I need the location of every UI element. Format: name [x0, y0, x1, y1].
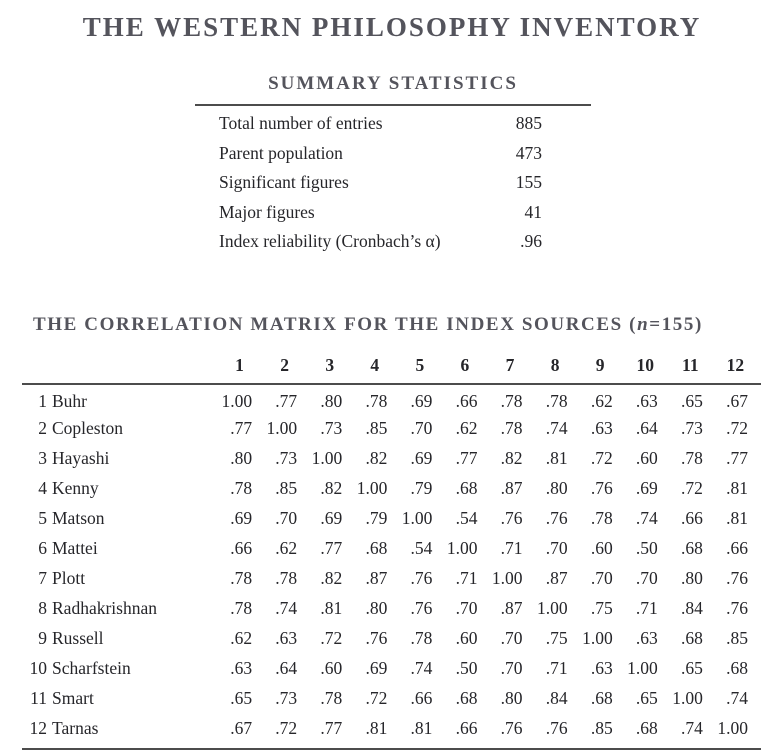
matrix-row	[22, 444, 761, 474]
matrix-cell: .87	[500, 478, 523, 498]
matrix-cell: 1.00	[356, 478, 388, 498]
matrix-row-number: 11	[30, 688, 47, 708]
matrix-row-label	[22, 564, 220, 594]
summary-row	[195, 113, 591, 143]
matrix-heading-text: THE CORRELATION MATRIX FOR THE INDEX SOURCES	[33, 313, 623, 335]
matrix-column-header: 1	[235, 354, 244, 375]
matrix-cell: 1.00	[446, 538, 478, 558]
matrix-cell: .63	[275, 628, 298, 648]
matrix-cell: .70	[590, 568, 613, 588]
matrix-cell: .60	[590, 538, 613, 558]
matrix-row-name: Matson	[52, 508, 105, 528]
matrix-cell: .62	[590, 390, 613, 411]
matrix-cell: .87	[545, 568, 568, 588]
matrix-cell: .71	[545, 658, 568, 678]
matrix-cell: .66	[230, 538, 253, 558]
matrix-cell: .81	[545, 448, 568, 468]
matrix-cell: .84	[680, 598, 703, 618]
matrix-cell: .65	[680, 390, 703, 411]
matrix-row-number: 1	[38, 390, 47, 411]
matrix-cell: .74	[726, 688, 748, 708]
matrix-cell: 1.00	[311, 448, 343, 468]
matrix-cell: .81	[726, 508, 748, 528]
matrix-cell: .68	[635, 718, 658, 738]
matrix-cell: .76	[410, 598, 433, 618]
matrix-cell: 1.00	[672, 688, 703, 708]
matrix-body	[22, 384, 761, 744]
matrix-row	[22, 654, 761, 684]
matrix-cell: .78	[545, 390, 568, 411]
matrix-cell: .68	[455, 688, 478, 708]
matrix-row-name: Tarnas	[52, 718, 99, 738]
matrix-cell: .72	[320, 628, 343, 648]
matrix-cell: .76	[590, 478, 613, 498]
matrix-row-label	[22, 594, 220, 624]
matrix-cell: .74	[680, 718, 703, 738]
summary-rows	[195, 106, 591, 261]
matrix-cell: 1.00	[266, 418, 298, 438]
matrix-cell: .85	[365, 418, 388, 438]
matrix-cell: .78	[680, 448, 703, 468]
correlation-matrix-heading	[33, 314, 784, 336]
matrix-cell: .73	[680, 418, 703, 438]
matrix-cell: .50	[455, 658, 478, 678]
matrix-cell: .78	[590, 508, 613, 528]
matrix-cell: .71	[500, 538, 523, 558]
summary-row-label: Index reliability (Cronbach’s α)	[219, 231, 441, 251]
matrix-cell: .54	[410, 538, 433, 558]
matrix-cell: .74	[410, 658, 433, 678]
matrix-cell: .72	[590, 448, 613, 468]
matrix-cell: .76	[726, 598, 748, 618]
summary-row-label: Major figures	[219, 201, 315, 222]
matrix-cell: .62	[230, 628, 253, 648]
matrix-cell: .74	[635, 508, 658, 528]
matrix-column-header: 9	[595, 354, 605, 375]
matrix-cell: .70	[410, 418, 433, 438]
matrix-cell: .70	[500, 658, 523, 678]
matrix-cell: .81	[365, 718, 388, 738]
matrix-cell: .80	[230, 448, 253, 468]
matrix-row-label	[22, 384, 220, 414]
matrix-cell: .65	[230, 688, 253, 708]
matrix-cell: .80	[320, 390, 343, 411]
matrix-cell: .69	[410, 390, 433, 411]
matrix-row-name: Copleston	[52, 418, 123, 438]
matrix-row-number: 8	[38, 598, 47, 618]
matrix-row-number: 4	[38, 478, 47, 498]
matrix-cell: .72	[275, 718, 298, 738]
matrix-cell: .60	[635, 448, 658, 468]
matrix-cell: .50	[635, 538, 658, 558]
matrix-row-label	[22, 624, 220, 654]
matrix-cell: .70	[635, 568, 658, 588]
matrix-row-name: Mattei	[52, 538, 98, 558]
matrix-corner-cell	[22, 355, 220, 384]
matrix-cell: .69	[320, 508, 343, 528]
matrix-cell: .78	[410, 628, 433, 648]
matrix-cell: 1.00	[582, 628, 613, 648]
matrix-cell: .78	[365, 390, 388, 411]
matrix-cell: .76	[410, 568, 433, 588]
matrix-row-label	[22, 534, 220, 564]
matrix-cell: .80	[365, 598, 388, 618]
matrix-cell: .87	[365, 568, 388, 588]
matrix-row	[22, 474, 761, 504]
matrix-cell: .69	[635, 478, 658, 498]
matrix-cell: .73	[275, 688, 298, 708]
matrix-cell: .66	[726, 538, 748, 558]
matrix-heading-n-symbol: n	[637, 313, 650, 335]
matrix-cell: .77	[320, 718, 343, 738]
summary-row-value: 41	[524, 201, 542, 222]
matrix-cell: .69	[410, 448, 433, 468]
matrix-cell: .78	[500, 418, 523, 438]
matrix-cell: .80	[500, 688, 523, 708]
matrix-column-header: 5	[415, 354, 425, 375]
matrix-cell: .68	[680, 538, 703, 558]
matrix-row	[22, 564, 761, 594]
matrix-row-number: 3	[38, 448, 47, 468]
matrix-row-name: Buhr	[52, 390, 87, 411]
matrix-cell: .75	[545, 628, 568, 648]
matrix-row-number: 2	[38, 418, 47, 438]
matrix-cell: .76	[365, 628, 388, 648]
matrix-cell: .73	[275, 448, 298, 468]
matrix-cell: .87	[500, 598, 523, 618]
matrix-cell: .78	[500, 390, 523, 411]
matrix-cell: .68	[726, 658, 748, 678]
matrix-row-label	[22, 474, 220, 504]
matrix-cell: .72	[726, 418, 748, 438]
matrix-row-name: Scharfstein	[52, 658, 131, 678]
matrix-column-header: 4	[370, 354, 380, 375]
matrix-row	[22, 684, 761, 714]
matrix-row-number: 5	[38, 508, 47, 528]
matrix-column-header: 3	[325, 354, 335, 375]
matrix-row-label	[22, 714, 220, 744]
matrix-cell: 1.00	[221, 390, 253, 411]
summary-statistics-heading: SUMMARY STATISTICS	[195, 73, 591, 106]
matrix-cell: .84	[545, 688, 568, 708]
matrix-cell: .81	[320, 598, 343, 618]
matrix-cell: .76	[726, 568, 748, 588]
matrix-cell: .82	[320, 568, 343, 588]
summary-row-value: .96	[520, 231, 542, 251]
matrix-row-number: 6	[38, 538, 47, 558]
matrix-cell: .71	[635, 598, 658, 618]
matrix-cell: .81	[726, 478, 748, 498]
matrix-cell: .77	[230, 418, 253, 438]
summary-row-label: Significant figures	[219, 172, 349, 192]
matrix-cell: .69	[230, 508, 253, 528]
matrix-row-name: Plott	[52, 568, 86, 588]
matrix-row	[22, 534, 761, 564]
matrix-row	[22, 714, 761, 744]
matrix-row-label	[22, 414, 220, 444]
matrix-cell: .76	[500, 508, 523, 528]
matrix-cell: .80	[545, 478, 568, 498]
matrix-column-header: 2	[280, 354, 289, 375]
matrix-row	[22, 414, 761, 444]
matrix-cell: .62	[455, 418, 478, 438]
matrix-cell: .76	[545, 508, 568, 528]
matrix-cell: .85	[275, 478, 298, 498]
matrix-cell: .82	[365, 448, 388, 468]
matrix-cell: .63	[230, 658, 253, 678]
matrix-cell: .76	[500, 718, 523, 738]
matrix-cell: .63	[635, 628, 658, 648]
matrix-cell: 1.00	[717, 718, 748, 738]
matrix-row-number: 12	[29, 718, 47, 738]
summary-row	[195, 143, 591, 173]
matrix-cell: .69	[365, 658, 388, 678]
summary-row-value: 885	[515, 113, 542, 133]
matrix-cell: .65	[680, 658, 703, 678]
matrix-row-label	[22, 504, 220, 534]
matrix-column-header: 11	[682, 354, 699, 375]
summary-row	[195, 231, 591, 261]
matrix-cell: .79	[365, 508, 388, 528]
matrix-column-header: 12	[726, 354, 745, 375]
matrix-cell: .77	[320, 538, 343, 558]
matrix-row-label	[22, 684, 220, 714]
matrix-cell: .78	[230, 478, 253, 498]
matrix-cell: 1.00	[627, 658, 658, 678]
matrix-cell: 1.00	[491, 568, 523, 588]
matrix-cell: .64	[635, 418, 658, 438]
matrix-column-header: 8	[550, 354, 560, 375]
matrix-column-header: 6	[460, 354, 470, 375]
matrix-cell: .82	[500, 448, 523, 468]
summary-row-value: 155	[515, 172, 542, 192]
matrix-cell: .79	[410, 478, 433, 498]
matrix-cell: .54	[455, 508, 478, 528]
matrix-cell: .63	[635, 390, 658, 411]
matrix-header-row	[22, 355, 761, 384]
summary-row-label: Parent population	[219, 142, 343, 163]
matrix-cell: .71	[455, 568, 478, 588]
matrix-row-number: 9	[38, 628, 47, 648]
matrix-cell: .63	[590, 418, 613, 438]
correlation-matrix-section	[0, 314, 784, 750]
matrix-heading-n-rest: =155)	[649, 313, 703, 335]
matrix-cell: .74	[275, 598, 298, 618]
matrix-column-header: 7	[505, 354, 515, 375]
matrix-row-name: Kenny	[52, 478, 99, 498]
matrix-cell: .68	[590, 688, 613, 708]
matrix-cell: .68	[680, 628, 703, 648]
matrix-row-name: Radhakrishnan	[52, 598, 157, 618]
matrix-cell: .85	[590, 718, 613, 738]
matrix-cell: .78	[230, 568, 253, 588]
matrix-row	[22, 624, 761, 654]
matrix-cell: .70	[455, 598, 478, 618]
matrix-cell: .70	[500, 628, 523, 648]
matrix-cell: .82	[320, 478, 343, 498]
matrix-cell: .64	[275, 658, 298, 678]
matrix-cell: .78	[320, 688, 343, 708]
matrix-cell: .65	[635, 688, 658, 708]
matrix-cell: .70	[545, 538, 568, 558]
matrix-cell: .67	[230, 718, 253, 738]
matrix-cell: .78	[275, 568, 298, 588]
matrix-heading-n-open: (	[622, 313, 638, 335]
matrix-row-label	[22, 654, 220, 684]
summary-row	[195, 172, 591, 202]
matrix-cell: .66	[410, 688, 433, 708]
matrix-cell: .75	[590, 598, 613, 618]
matrix-row	[22, 594, 761, 624]
matrix-cell: .77	[455, 448, 478, 468]
matrix-cell: .78	[230, 598, 253, 618]
matrix-row-label	[22, 444, 220, 474]
matrix-row-number: 10	[29, 658, 47, 678]
matrix-bottom-rule	[22, 748, 761, 750]
summary-statistics-section	[195, 73, 591, 261]
matrix-cell: .73	[320, 418, 343, 438]
summary-row	[195, 202, 591, 232]
summary-row-value: 473	[515, 142, 542, 163]
matrix-cell: .76	[545, 718, 568, 738]
page-title: THE WESTERN PHILOSOPHY INVENTORY	[82, 12, 702, 42]
matrix-cell: .60	[455, 628, 478, 648]
matrix-cell: .66	[455, 390, 478, 411]
matrix-row-name: Hayashi	[52, 448, 110, 468]
matrix-column-header: 10	[636, 354, 654, 375]
matrix-cell: .85	[726, 628, 748, 648]
matrix-cell: .77	[726, 448, 748, 468]
matrix-row-number: 7	[38, 568, 47, 588]
matrix-cell: .77	[275, 390, 298, 411]
matrix-cell: .68	[365, 538, 388, 558]
matrix-row	[22, 384, 761, 414]
matrix-cell: .62	[275, 538, 298, 558]
matrix-row	[22, 504, 761, 534]
matrix-cell: .63	[590, 658, 613, 678]
matrix-cell: .66	[680, 508, 703, 528]
matrix-cell: 1.00	[537, 598, 568, 618]
matrix-row-name: Smart	[52, 688, 94, 708]
matrix-cell: .66	[455, 718, 478, 738]
matrix-cell: .60	[320, 658, 343, 678]
matrix-cell: .72	[680, 478, 703, 498]
summary-row-label: Total number of entries	[219, 113, 383, 133]
matrix-row-name: Russell	[52, 628, 104, 648]
matrix-cell: .70	[275, 508, 298, 528]
matrix-cell: .68	[455, 478, 478, 498]
matrix-cell: .74	[545, 418, 568, 438]
matrix-cell: .80	[680, 568, 703, 588]
matrix-cell: .81	[410, 718, 433, 738]
matrix-cell: .67	[726, 390, 748, 411]
correlation-matrix-table	[22, 355, 761, 744]
matrix-cell: 1.00	[401, 508, 433, 528]
matrix-cell: .72	[365, 688, 388, 708]
